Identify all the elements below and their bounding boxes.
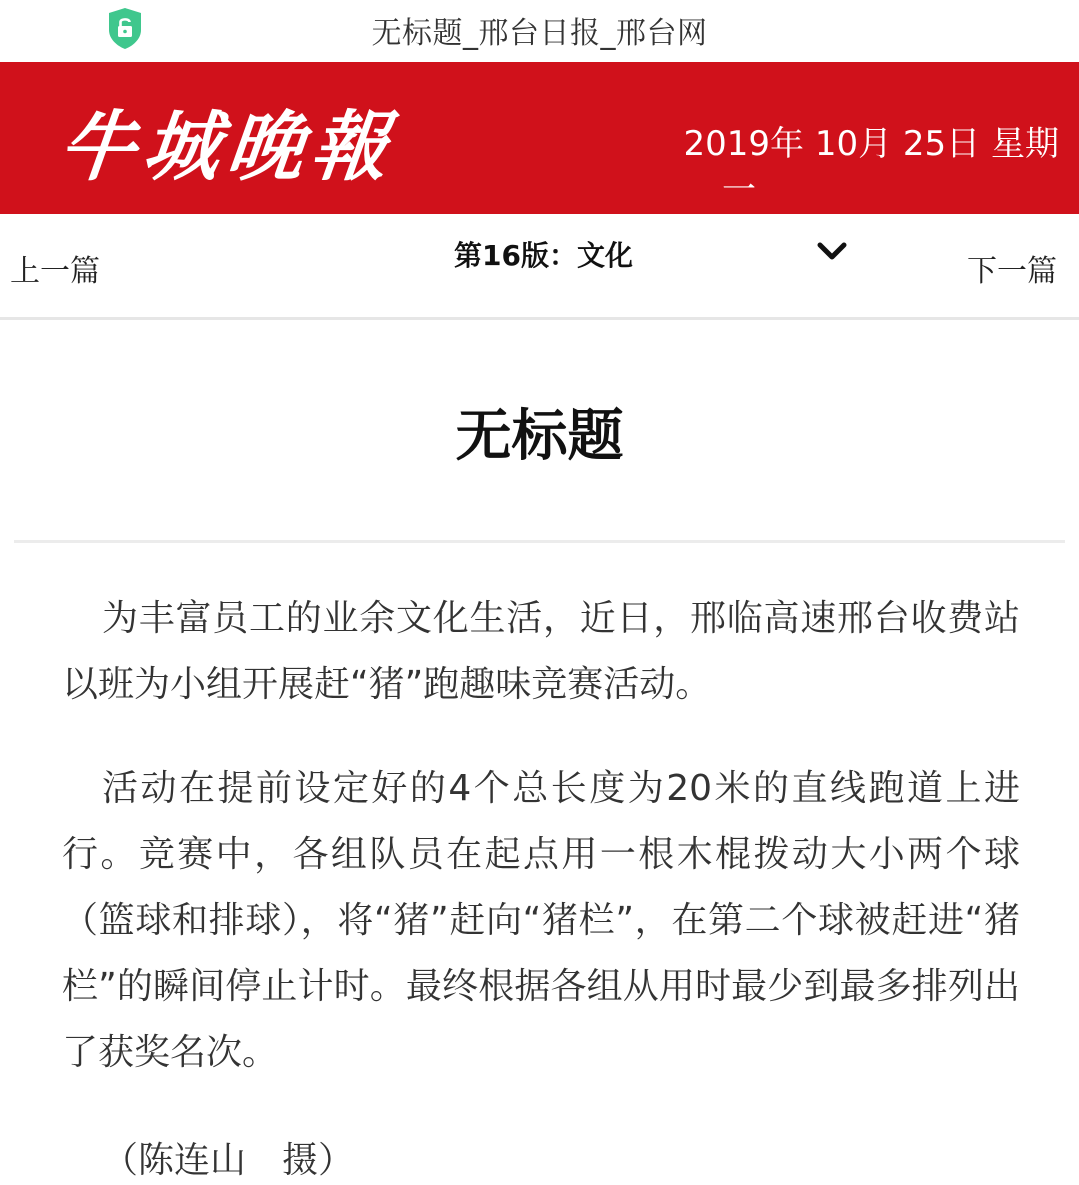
browser-page-title: 无标题_邢台日报_邢台网 bbox=[371, 16, 708, 51]
issue-date-overflow: 一 bbox=[722, 170, 756, 210]
next-article-link[interactable]: 下一篇 bbox=[967, 254, 1057, 289]
previous-article-link[interactable]: 上一篇 bbox=[10, 254, 100, 289]
article-paragraph: 活动在提前设定好的4个总长度为20米的直线跑道上进行。竞赛中，各组队员在起点用一根木棍拨动大小两个球（篮球和排球），将“猪”赶向“猪栏”，在第二个球被赶进“猪栏”的瞬间停止计时。最终根据各组从用时最少到最多排列出了获奖名次。 bbox=[62, 768, 1020, 1073]
browser-title-bar bbox=[0, 0, 1079, 62]
article-title: 无标题 bbox=[455, 404, 624, 469]
article-paragraph: 为丰富员工的业余文化生活，近日，邢临高速邢台收费站以班为小组开展赶“猪”跑趣味竞赛活动。 bbox=[62, 598, 1020, 705]
photo-credit: （陈连山 摄） bbox=[102, 1140, 355, 1181]
chevron-down-icon[interactable] bbox=[816, 240, 848, 264]
issue-date: 2019年 10月 25日 星期 bbox=[683, 124, 1059, 164]
section-selector-label[interactable]: 第16版：文化 bbox=[454, 239, 633, 272]
title-divider bbox=[14, 540, 1065, 543]
newspaper-logo[interactable]: 牛城晚報 bbox=[54, 102, 401, 191]
article-navigation bbox=[0, 214, 1079, 320]
